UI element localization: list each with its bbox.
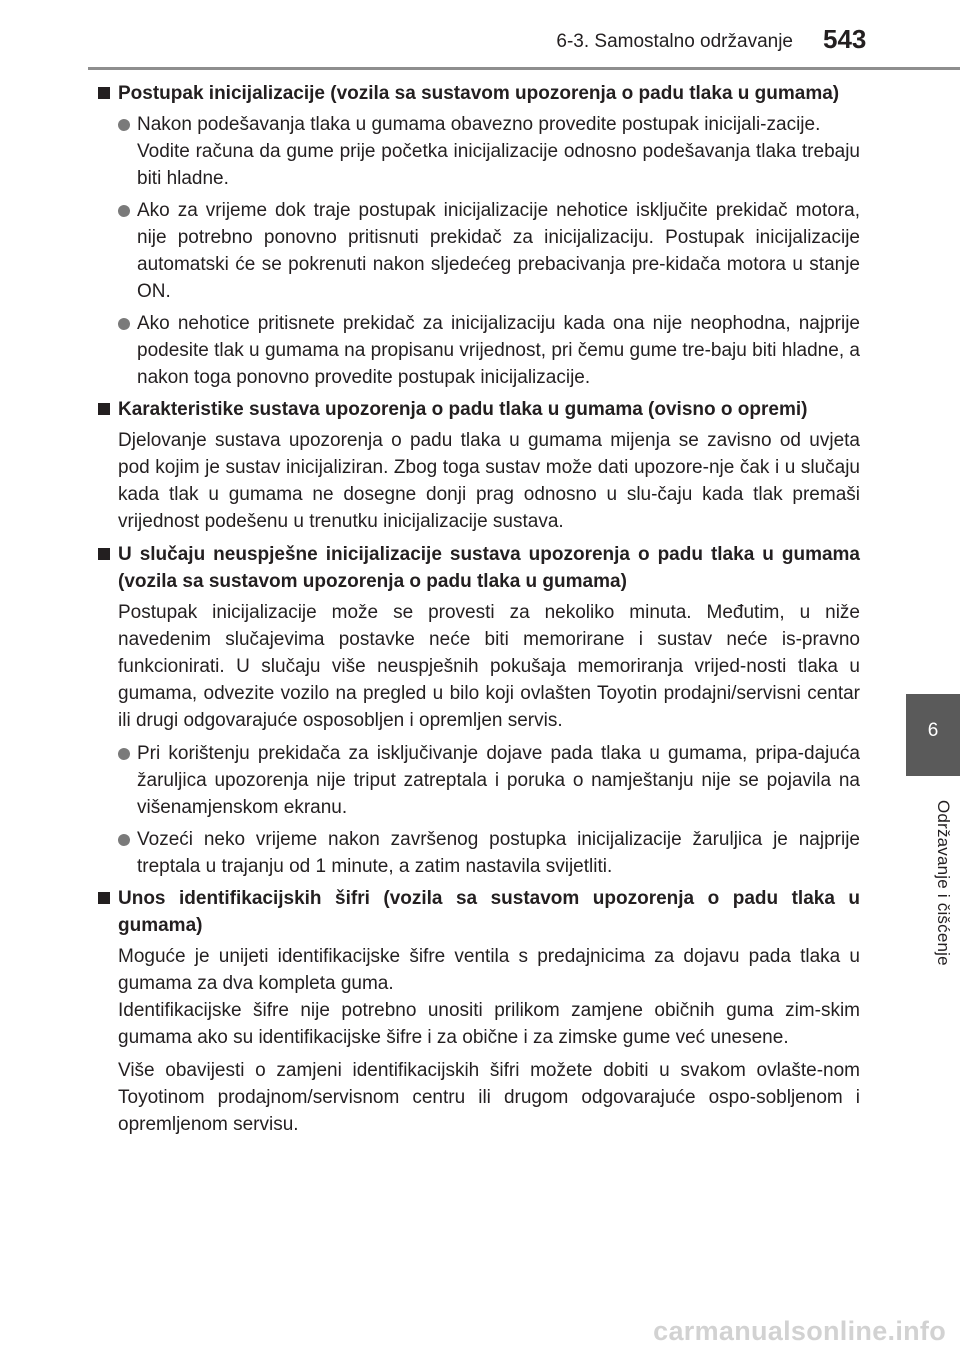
section-id-codes	[96, 885, 860, 1138]
list-item: Pri korištenju prekidača za isključivanje dojave pada tlaka u gumama, pripa-dajuća žaruljica upozorenja nije triput zatreptala i poruka o namještanju nije se pojavila na višenamjenskom ekranu.	[96, 740, 860, 821]
chapter-tab	[906, 694, 960, 776]
paragraph: Više obavijesti o zamjeni identifikacijskih šifri možete dobiti u svakom ovlašte-nom Toyotinom prodajnom/servisnom centru ili drugom odgovarajuće ospo-sobljenom i opremljenom servisu.	[118, 1060, 860, 1135]
list-item: Ako za vrijeme dok traje postupak inicijalizacije nehotice isključite prekidač motora, nije potrebno ponovno pritisnuti prekidač za inicijalizaciju. Postupak inicijalizacije automatski će se pokrenuti nakon sljedećeg prebacivanja pre-kidača motora u stanje ON.	[96, 197, 860, 305]
square-bullet-icon	[98, 892, 110, 904]
list-item: Ako nehotice pritisnete prekidač za inicijalizaciju kada ona nije neophodna, najprije podesite tlak u gumama na propisanu vrijednost, pri čemu gume tre-baju biti hladne, a nakon toga ponovno provedite postupak inicijalizacije.	[96, 310, 860, 391]
chapter-number: 6	[927, 720, 939, 741]
section-heading: Postupak inicijalizacije (vozila sa sustavom upozorenja o padu tlaka u gumama)	[96, 80, 860, 107]
section-initialization	[96, 80, 860, 391]
section-heading: Karakteristike sustava upozorenja o padu tlaka u gumama (ovisno o opremi)	[96, 396, 860, 423]
section-title: 6-3. Samostalno održavanje	[556, 31, 793, 52]
round-bullet-icon	[118, 748, 130, 760]
watermark: carmanualsonline.info	[653, 1316, 946, 1346]
square-bullet-icon	[98, 87, 110, 99]
paragraph: Identifikacijske šifre nije potrebno unositi prilikom zamjene običnih guma zim-skim gumama ako su identifikacijske šifre i za obične i za zimske gume već unesene.	[118, 1000, 860, 1048]
paragraph: Moguće je unijeti identifikacijske šifre ventila s predajnicima za dojavu pada tlaka u gumama za dva kompleta guma.	[118, 946, 860, 994]
section-heading: Unos identifikacijskih šifri (vozila sa sustavom upozorenja o padu tlaka u gumama)	[96, 885, 860, 939]
list-item: Nakon podešavanja tlaka u gumama obavezno provedite postupak inicijali-zacije. Vodite računa da gume prije početka inicijalizacije odnosno podešavanja tlaka trebaju biti hladne.	[96, 111, 860, 192]
paragraph: Postupak inicijalizacije može se provesti za nekoliko minuta. Međutim, u niže navedenim slučajevima postavke neće biti memorirane i sustav neće is-pravno funkcionirati. U slučaju više neuspješnih pokušaja memoriranja vrijed-nosti tlaka u gumama, odvezite vozilo na pregled u bilo koji ovlašten Toyotin prodajni/servisni centar ili drugi odgovarajuće osposobljen i opremljen servis.	[118, 602, 860, 731]
header-divider	[88, 67, 960, 70]
main-content	[96, 80, 860, 1144]
section-characteristics	[96, 396, 860, 535]
section-heading: U slučaju neuspješne inicijalizacije sustava upozorenja o padu tlaka u gumama (vozila sa sustavom upozorenja o padu tlaka u gumama)	[96, 541, 860, 595]
square-bullet-icon	[98, 548, 110, 560]
page-number: 543	[823, 24, 867, 54]
round-bullet-icon	[118, 119, 130, 131]
square-bullet-icon	[98, 403, 110, 415]
list-item: Vozeći neko vrijeme nakon završenog postupka inicijalizacije žaruljica je najprije treptala u trajanju od 1 minute, a zatim nastavila svijetliti.	[96, 826, 860, 880]
chapter-label: Održavanje i čišćenje	[934, 800, 953, 966]
round-bullet-icon	[118, 205, 130, 217]
round-bullet-icon	[118, 834, 130, 846]
paragraph: Djelovanje sustava upozorenja o padu tlaka u gumama mijenja se zavisno od uvjeta pod kojim je sustav inicijaliziran. Zbog toga sustav može dati upozore-nje čak i u slučaju kada tlak u gumama ne dosegne donji prag odnosno u slu-čaju kada tlak premaši vrijednost podešenu u trenutku inicijalizacije sustava.	[118, 430, 860, 532]
section-failed-initialization	[96, 541, 860, 880]
round-bullet-icon	[118, 318, 130, 330]
